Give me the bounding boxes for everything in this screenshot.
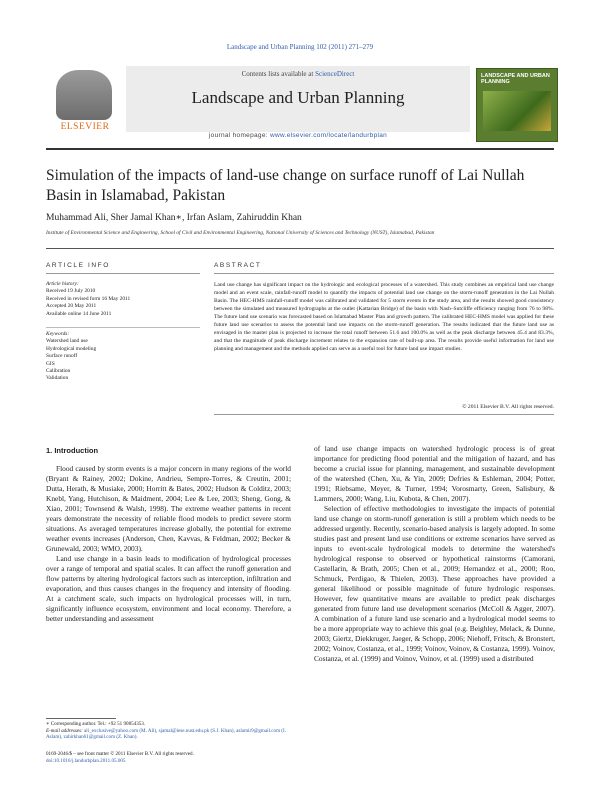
body-column-right [314, 444, 555, 664]
article-info-heading: ARTICLE INFO [46, 262, 110, 269]
journal-reference[interactable]: Landscape and Urban Planning 102 (2011) 271–279 [226, 43, 374, 51]
journal-title-box [126, 66, 470, 132]
keyword-item: Hydrological modeling [46, 345, 97, 352]
footnote-divider [46, 718, 116, 719]
article-title: Simulation of the impacts of land-use change on surface runoff of Lai Nullah Basin in Islamabad, Pakistan [46, 167, 525, 204]
homepage-link[interactable]: www.elsevier.com/locate/landurbplan [269, 132, 388, 139]
keyword-item: Surface runoff [46, 353, 78, 360]
info-divider [46, 273, 200, 274]
doi-link[interactable]: doi:10.1016/j.landurbplan.2011.05.005 [46, 757, 126, 764]
keyword-item: GIS [46, 360, 55, 367]
footnotes [46, 721, 296, 741]
author-affiliation: Institute of Environmental Science and Engineering, School of Civil and Environmental Engineering, National University of Sciences and Technology (NUST), Islamabad, Pakistan [46, 230, 435, 236]
history-accepted: Accepted 20 May 2011 [46, 303, 97, 310]
copyright-notice: © 2011 Elsevier B.V. All rights reserved. [462, 404, 554, 410]
author-list: Muhammad Ali, Sher Jamal Khan∗, Irfan Aslam, Zahiruddin Khan [46, 213, 302, 223]
history-received: Received 19 July 2010 [46, 288, 96, 295]
elsevier-logo[interactable] [50, 70, 108, 134]
body-paragraph: Selection of effective methodologies to investigate the impacts of potential land use change on storm-runoff generation is still a problem which needs to be addressed urgently. Recently, scenario-based analysis is largely adopted. In some studies past and present land use conditions or extreme scenarios have served as inputs to event-scale hydrological models to determine the watershed's hydrological response to observed or hypothetical rainstorms (Camorani, Castellarin, & Brath, 2005; Chen et al., 2009; Hernandez et al., 2000; Roo, Schmuck, Perdigao, & Thielen, 2003). These approaches have provided a general likelihood or possible magnitude of future hydrologic responses. However, few quantitative means are available to predict peak discharges generated from future land use development scenarios (McColl & Agger, 2007). A combination of a future land use scenario and a hydrological model seems to be a more appropriate way to achieve this goal (e.g. Beighley, Melack, & Dunne, 2003; Giertz, Diekkruger, Jaeger, & Schopp, 2006; Niehoff, Fritsch, & Bronstert, 2002; Voinov, Costanza, et al., 1999; Voinov, Voinov, & Costanza, 1999). Voinov, Costanza, et al. (1999) and Voinov, Voinov, et al. (1999) used a distributed [314, 504, 555, 663]
abstract-end-divider [214, 414, 554, 415]
history-online: Available online 14 June 2011 [46, 310, 112, 317]
email-links[interactable]: ali_exclusive@yahoo.com (M. Ali), sjamal@iese.nust.edu.pk (S.J. Khan), aslamir9@gmail.com (I. Aslam), zahirkhan61@gmail.com (Z. Khan). [46, 727, 286, 741]
homepage-prefix: journal homepage: [208, 132, 270, 139]
front-matter [46, 751, 296, 764]
keyword-item: Calibration [46, 368, 71, 375]
footnote-corresponding-author: ∗ Corresponding author. Tel.: +92 51 90854353. [46, 721, 146, 727]
abstract-heading: ABSTRACT [214, 262, 262, 269]
sciencedirect-link[interactable]: ScienceDirect [315, 70, 355, 78]
keyword-item: Watershed land use [46, 338, 88, 345]
section-heading-introduction: 1. Introduction [46, 446, 99, 455]
journal-masthead [46, 66, 556, 142]
masthead-divider [46, 148, 554, 150]
email-label: E-mail addresses: [46, 727, 83, 734]
abstract-divider [214, 273, 554, 274]
keywords-divider [46, 327, 200, 328]
footnote-emails [46, 728, 296, 741]
keywords-label: Keywords: [46, 331, 70, 337]
contents-prefix: Contents lists available at [241, 70, 316, 78]
contents-line [126, 70, 470, 78]
keyword-item: Validation [46, 375, 69, 382]
article-history [46, 281, 200, 318]
elsevier-tree-icon [56, 70, 112, 120]
body-column-left [46, 464, 291, 624]
body-paragraph: Flood caused by storm events is a major concern in many regions of the world (Bryant & Rainey, 2002; Dokine, Andrieu, Sempre-Torres, & Creutin, 2001; Dutta, Herath, & Musiake, 2000; Horritt & Bates, 2002; Hudson & Colditz, 2003; Knebl, Yang, Hutchison, & Maidment, 2004; Lee & Lee, 2003; Sheng, Gong, & Xiao, 2001; Townsend & Walsh, 1998). The extreme weather patterns in recent years demonstrate the necessity of reliable flood models to predict severe storm situations. As averaged temperatures increase globally, the potential for extreme weather events increases (Anderson, Chen, Kavvas, & Feldman, 2002; Becker & Grunewald, 2003; WMO, 2003). [46, 464, 291, 553]
issn-line: 0169-2046/$ – see front matter © 2011 Elsevier B.V. All rights reserved. [46, 751, 194, 757]
history-revised: Received in revised form 16 May 2011 [46, 295, 131, 302]
journal-cover-image[interactable] [476, 68, 558, 142]
journal-homepage-line [126, 132, 470, 139]
body-paragraph: Land use change in a basin leads to modification of hydrological processes over a range of temporal and spatial scales. It can affect the runoff generation and flow patterns by altering hydrological factors such as interception, infiltration and evaporation, and thus causes changes in the frequency and intensity of flooding. At a catchment scale, such impacts on hydrological processes will, in turn, significantly influence ecosystem, environment and local economy. Therefore, a better understanding and assessment [46, 554, 291, 623]
elsevier-wordmark: ELSEVIER [60, 122, 110, 132]
cover-title: LANDSCAPE AND URBAN PLANNING [481, 73, 550, 85]
keywords [46, 331, 200, 383]
cover-photo [483, 91, 551, 131]
journal-name: Landscape and Urban Planning [191, 88, 405, 107]
abstract-text: Land use change has significant impact on the hydrologic and ecological processes of a watershed. This study combines an empirical land use change model and an event scale, rainfall-runoff model to quantify the impacts of potential land use change on the storm-runoff generation in the Lai Nullah Basin. The HEC-HMS rainfall-runoff model was calibrated and validated for 5 storm events in the study area, and the results showed good consistency between the simulated and measured hydrographs at the outlet (Kattarian Bridge) of the basin with Nash–Sutcliffe efficiency ranging from 76 to 98%. The future land use scenario was forecasted based on Islamabad Master Plan and growth pattern. The calibrated HEC-HMS model was applied for these future land use scenarios to assess the potential land use impacts on the storm-runoff generation. The results indicated that the future land use as envisaged in the master plan is projected to increase the total runoff between 51.6 and 100.0% as well as the peak discharge between 45.4 and 83.3%, and that the magnitude of peak discharge increment relates to the expansion rate of built-up area. The results provide useful information for land use planning and management and the methods applied can serve as a useful tool for future land use impact studies. [214, 282, 554, 353]
body-paragraph: of land use change impacts on watershed hydrologic process is of great importance for predicting flood potential and the mitigation of hazard, and has become a crucial issue for planning, management, and sustainable development of the watershed (Chen, Xu, & Yin, 2009; Defries & Eshleman, 2004; Potter, 1991; Riebsame, Meyer, & Turner, 1994; Vorosmarty, Green, Salisbury, & Lammers, 2000; Wang, Liu, Kubota, & Chen, 2007). [314, 444, 555, 503]
header-divider [46, 248, 554, 249]
history-label: Article history: [46, 281, 79, 287]
